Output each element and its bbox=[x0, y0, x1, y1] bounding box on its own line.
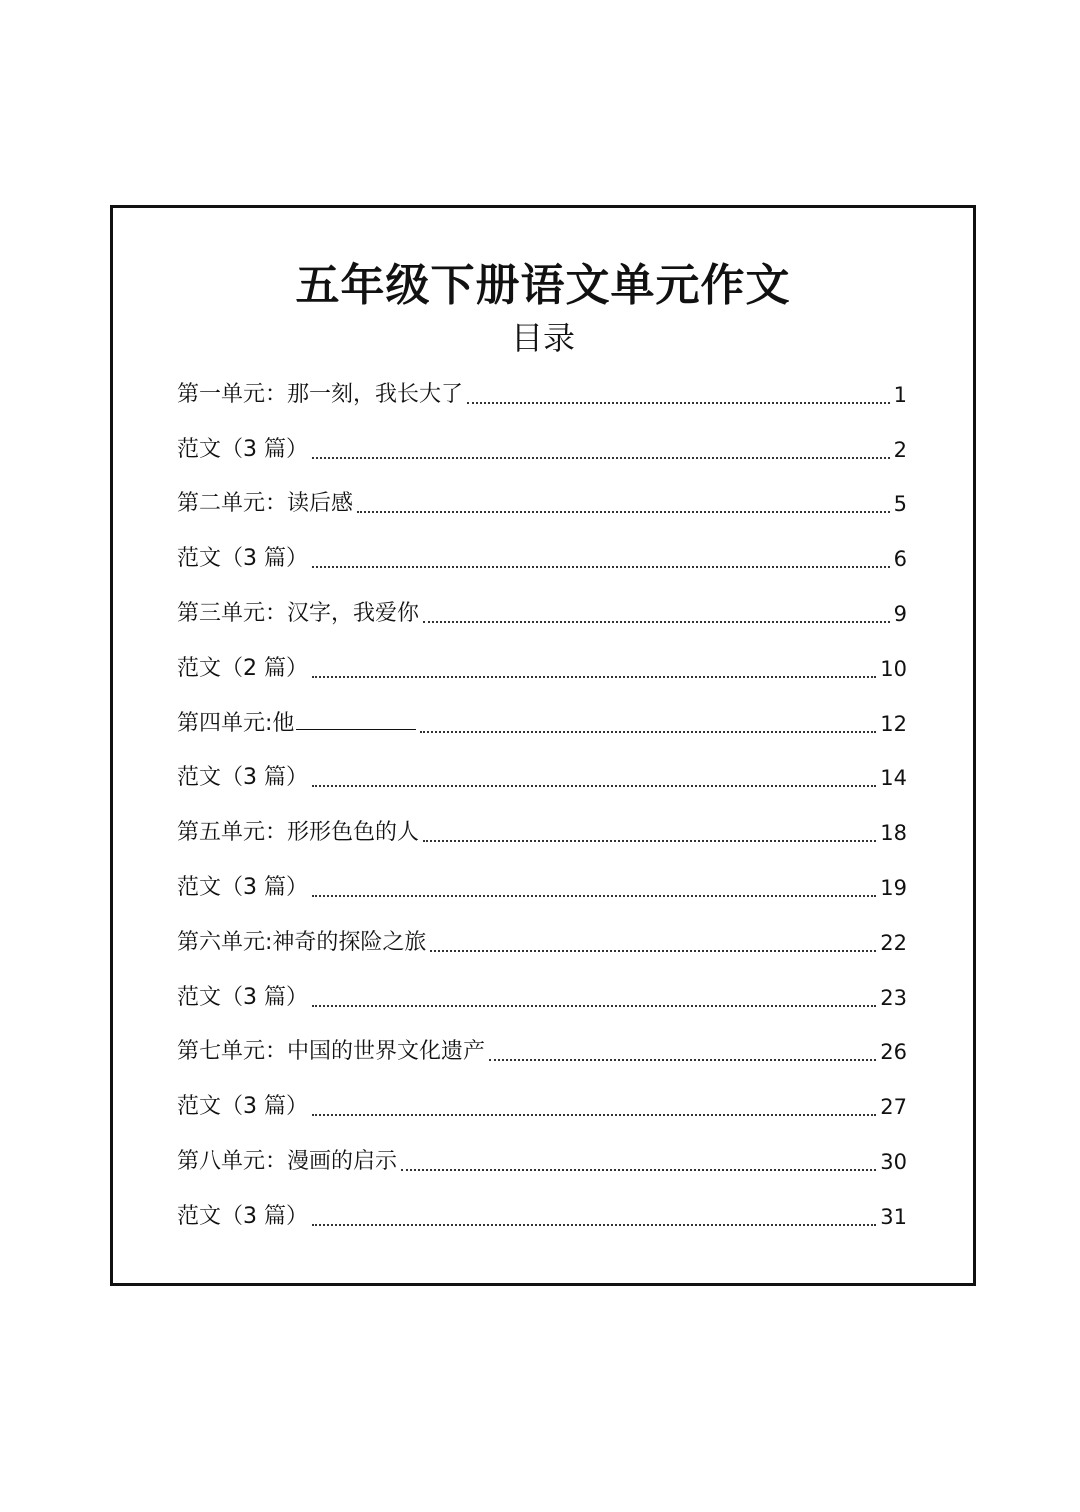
toc-entry-page: 27 bbox=[880, 1095, 907, 1120]
toc-entry-label: 第七单元：中国的世界文化遗产 bbox=[177, 1039, 486, 1065]
toc-entry[interactable] bbox=[177, 584, 907, 639]
toc-leader-dots bbox=[357, 510, 890, 513]
toc-entry-label: 范文（2 篇） bbox=[177, 655, 308, 681]
toc-entry-page: 5 bbox=[893, 492, 907, 517]
toc-leader-dots bbox=[312, 565, 890, 568]
toc-entry-label: 第五单元：形形色色的人 bbox=[177, 820, 420, 846]
toc-entry-page: 18 bbox=[880, 821, 907, 846]
toc-leader-dots bbox=[312, 784, 876, 787]
toc-entry-page: 6 bbox=[893, 547, 907, 572]
toc-entry[interactable] bbox=[177, 913, 907, 968]
toc-leader-dots bbox=[312, 894, 876, 897]
toc-leader-dots bbox=[312, 456, 890, 459]
toc-entry-page: 31 bbox=[880, 1204, 907, 1229]
toc-entry[interactable] bbox=[177, 529, 907, 584]
toc-entry[interactable] bbox=[177, 1132, 907, 1187]
toc-entry-label-text: 第四单元:他 bbox=[177, 710, 295, 736]
toc-entry-label: 第二单元：读后感 bbox=[177, 491, 354, 517]
toc-entry-label: 范文（3 篇） bbox=[177, 874, 308, 900]
document-frame bbox=[110, 205, 976, 1286]
toc-entry-page: 12 bbox=[880, 711, 907, 736]
toc-entry-page: 22 bbox=[880, 930, 907, 955]
toc-entry-page: 26 bbox=[880, 1040, 907, 1065]
toc-leader-dots bbox=[423, 839, 876, 842]
toc-entry[interactable] bbox=[177, 365, 907, 420]
toc-entry-label: 第一单元：那一刻，我长大了 bbox=[177, 381, 464, 407]
fill-in-blank-line bbox=[296, 707, 416, 730]
toc-entry[interactable] bbox=[177, 420, 907, 475]
toc-leader-dots bbox=[312, 1004, 876, 1007]
document-title: 五年级下册语文单元作文 bbox=[295, 260, 791, 311]
toc-entry[interactable] bbox=[177, 749, 907, 804]
toc-entry[interactable] bbox=[177, 475, 907, 530]
toc-entry[interactable] bbox=[177, 803, 907, 858]
toc-leader-dots bbox=[430, 949, 876, 952]
toc-entry[interactable] bbox=[177, 968, 907, 1023]
toc-leader-dots bbox=[312, 1223, 876, 1226]
toc-leader-dots bbox=[467, 401, 890, 404]
toc-leader-dots bbox=[423, 620, 890, 623]
toc-entry-label: 第六单元:神奇的探险之旅 bbox=[177, 929, 427, 955]
toc-entry-label: 范文（3 篇） bbox=[177, 765, 308, 791]
toc-entry-label: 范文（3 篇） bbox=[177, 984, 308, 1010]
toc-entry-page: 19 bbox=[880, 875, 907, 900]
toc-entry-label: 第三单元：汉字，我爱你 bbox=[177, 600, 420, 626]
toc-entry-label bbox=[177, 707, 416, 739]
toc-entry-label: 第八单元：漫画的启示 bbox=[177, 1148, 398, 1174]
toc-entry-label: 范文（3 篇） bbox=[177, 1094, 308, 1120]
toc-leader-dots bbox=[420, 730, 876, 733]
toc-entry[interactable] bbox=[177, 1187, 907, 1242]
toc-entry-page: 9 bbox=[893, 601, 907, 626]
document-subtitle: 目录 bbox=[510, 319, 575, 357]
toc-entry-page: 10 bbox=[880, 656, 907, 681]
toc-entry-page: 23 bbox=[880, 985, 907, 1010]
toc-entry-page: 14 bbox=[880, 766, 907, 791]
toc-leader-dots bbox=[489, 1058, 876, 1061]
toc-entry[interactable] bbox=[177, 858, 907, 913]
toc-entry-page: 1 bbox=[893, 382, 907, 407]
toc-entry-label: 范文（3 篇） bbox=[177, 436, 308, 462]
toc-entry[interactable] bbox=[177, 639, 907, 694]
toc-leader-dots bbox=[401, 1168, 876, 1171]
toc-entry[interactable] bbox=[177, 1077, 907, 1132]
toc-entry-label: 范文（3 篇） bbox=[177, 546, 308, 572]
toc-leader-dots bbox=[312, 675, 876, 678]
toc-entry-label: 范文（3 篇） bbox=[177, 1203, 308, 1229]
toc-entry[interactable] bbox=[177, 1023, 907, 1078]
toc-entry-page: 30 bbox=[880, 1149, 907, 1174]
toc-entry[interactable] bbox=[177, 694, 907, 749]
toc-entry-page: 2 bbox=[893, 437, 907, 462]
table-of-contents bbox=[177, 365, 907, 1242]
toc-leader-dots bbox=[312, 1113, 876, 1116]
